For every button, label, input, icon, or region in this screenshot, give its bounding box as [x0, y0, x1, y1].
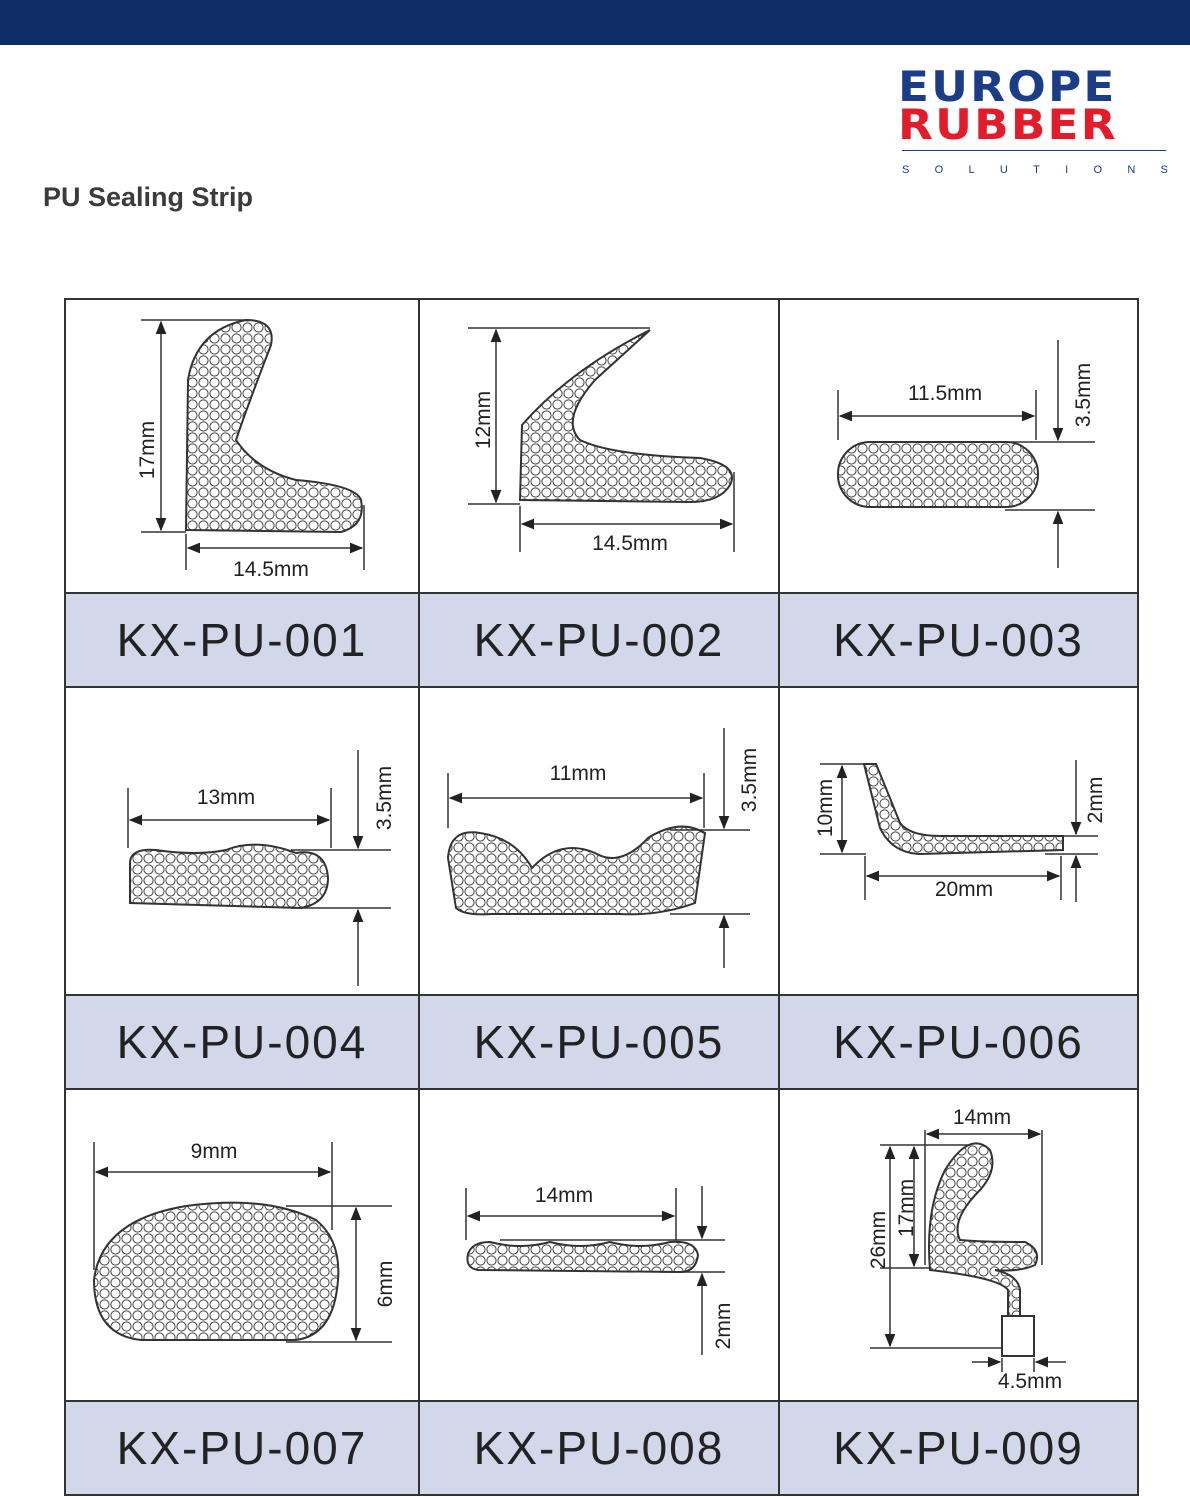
dim-width: 20mm	[934, 878, 994, 901]
product-drawing-kx-pu-007	[64, 1088, 420, 1402]
logo-word-rubber: RUBBER	[898, 100, 1118, 149]
product-drawing-kx-pu-005	[418, 686, 780, 996]
logo-solutions: S O L U T I O N S	[902, 164, 1168, 176]
dim-thickness: 2mm	[712, 1302, 735, 1350]
top-banner	[0, 0, 1190, 45]
product-grid	[64, 298, 1139, 1498]
product-code-kx-pu-008: KX-PU-008	[418, 1400, 780, 1496]
product-code-kx-pu-007: KX-PU-007	[64, 1400, 420, 1496]
dim-width: 14mm	[952, 1106, 1012, 1129]
dim-height: 12mm	[472, 390, 495, 450]
product-code-kx-pu-002: KX-PU-002	[418, 592, 780, 688]
dim-width: 13mm	[196, 786, 256, 809]
dim-base: 4.5mm	[997, 1370, 1063, 1393]
product-drawing-kx-pu-003	[778, 298, 1139, 594]
product-drawing-kx-pu-008	[418, 1088, 780, 1402]
product-drawing-kx-pu-006	[778, 686, 1139, 996]
dim-height: 3.5mm	[373, 765, 396, 831]
product-drawing-kx-pu-004	[64, 686, 420, 996]
product-drawing-kx-pu-001	[64, 298, 420, 594]
dim-width: 14.5mm	[233, 558, 309, 581]
dim-width: 9mm	[190, 1140, 238, 1163]
page-title: PU Sealing Strip	[43, 182, 254, 212]
dim-total-height: 26mm	[867, 1210, 890, 1270]
dim-width: 11mm	[549, 762, 607, 785]
product-drawing-kx-pu-009	[778, 1088, 1139, 1402]
dim-width: 14mm	[534, 1184, 594, 1207]
product-code-kx-pu-001: KX-PU-001	[64, 592, 420, 688]
dim-height: 6mm	[374, 1260, 397, 1308]
logo-word-europe: EUROPE	[898, 62, 1117, 111]
logo-rule	[902, 150, 1166, 151]
dim-height: 3.5mm	[738, 747, 761, 813]
dim-height: 17mm	[136, 420, 159, 480]
dim-width: 11.5mm	[907, 382, 983, 405]
dim-height: 10mm	[814, 778, 837, 838]
product-code-kx-pu-004: KX-PU-004	[64, 994, 420, 1090]
europe-rubber-logo	[898, 62, 1168, 178]
dim-thickness: 2mm	[1084, 776, 1107, 824]
product-code-kx-pu-005: KX-PU-005	[418, 994, 780, 1090]
product-code-kx-pu-009: KX-PU-009	[778, 1400, 1139, 1496]
dim-inner-height: 17mm	[895, 1178, 918, 1238]
product-code-kx-pu-003: KX-PU-003	[778, 592, 1139, 688]
product-drawing-kx-pu-002	[418, 298, 780, 594]
dim-height: 3.5mm	[1072, 362, 1095, 428]
dim-width: 14.5mm	[592, 532, 668, 555]
product-code-kx-pu-006: KX-PU-006	[778, 994, 1139, 1090]
